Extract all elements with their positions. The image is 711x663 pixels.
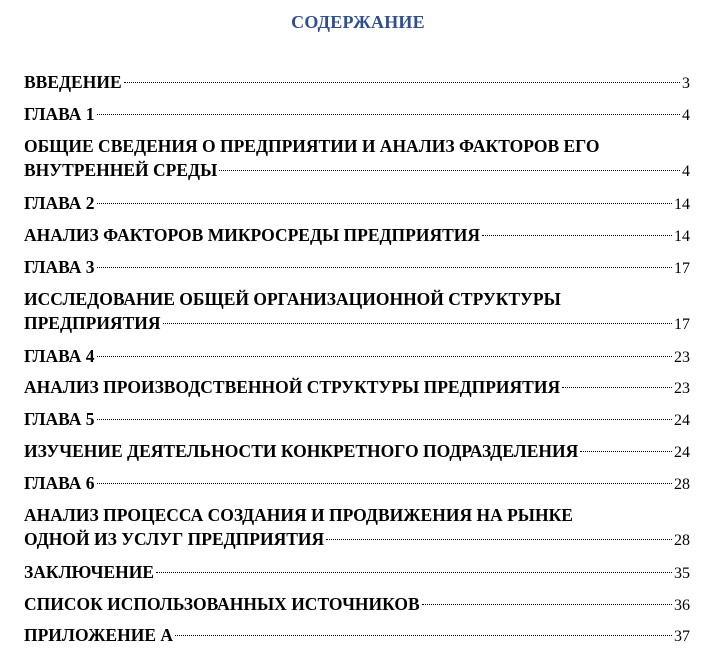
dot-leader (175, 635, 672, 636)
toc-entry-text-line1: ОБЩИЕ СВЕДЕНИЯ О ПРЕДПРИЯТИИ И АНАЛИЗ ФАКТОРОВ ЕГО (24, 136, 600, 156)
dot-leader (97, 267, 672, 268)
toc-entry-page: 4 (682, 163, 690, 180)
toc-entry-text: ЗАКЛЮЧЕНИЕ (24, 562, 155, 582)
toc-entry-production-structure[interactable] (24, 375, 690, 401)
toc-entry-text-line2: ОДНОЙ ИЗ УСЛУГ ПРЕДПРИЯТИЯ (24, 529, 325, 549)
toc-entry-chapter-3[interactable] (24, 255, 690, 281)
dot-leader (163, 323, 673, 324)
toc-entry-page: 24 (674, 444, 690, 461)
dot-leader (124, 82, 680, 83)
toc-entry-page: 37 (674, 628, 690, 645)
toc-entry-text: ГЛАВА 3 (24, 257, 95, 277)
toc-entry-text-line1: ИССЛЕДОВАНИЕ ОБЩЕЙ ОРГАНИЗАЦИОННОЙ СТРУКТУРЫ (24, 289, 561, 309)
toc-entry-text: ИЗУЧЕНИЕ ДЕЯТЕЛЬНОСТИ КОНКРЕТНОГО ПОДРАЗДЕЛЕНИЯ (24, 441, 579, 461)
toc-entry-conclusion[interactable] (24, 560, 690, 586)
toc-entry-text: СПИСОК ИСПОЛЬЗОВАННЫХ ИСТОЧНИКОВ (24, 594, 420, 614)
dot-leader (97, 483, 672, 484)
toc-entry-text: ГЛАВА 6 (24, 473, 95, 493)
toc-entry-page: 23 (674, 349, 690, 366)
toc-entry-text: ГЛАВА 2 (24, 193, 95, 213)
toc-entry-service-promotion[interactable] (24, 503, 690, 553)
toc-entry-microenvironment[interactable] (24, 223, 690, 249)
toc-entry-text: ПРИЛОЖЕНИЕ А (24, 625, 174, 645)
toc-entry-page: 24 (674, 412, 690, 429)
toc-entry-page: 17 (674, 316, 690, 333)
dot-leader (97, 419, 672, 420)
toc-entry-chapter-1[interactable] (24, 102, 690, 128)
toc-entry-page: 28 (674, 476, 690, 493)
dot-leader (219, 170, 680, 171)
toc-entry-text: ВВЕДЕНИЕ (24, 72, 122, 92)
toc-entry-org-structure[interactable] (24, 287, 690, 337)
toc-entry-page: 14 (674, 196, 690, 213)
toc-entry-page: 36 (674, 597, 690, 614)
toc-entry-introduction[interactable] (24, 70, 690, 96)
dot-leader (97, 114, 680, 115)
dot-leader (156, 572, 672, 573)
toc-entry-appendix-a[interactable] (24, 623, 690, 649)
toc-entry-department-study[interactable] (24, 439, 690, 465)
toc-entry-text: ГЛАВА 5 (24, 409, 95, 429)
toc-entry-text-line2: ПРЕДПРИЯТИЯ (24, 313, 161, 333)
toc-entry-page: 35 (674, 565, 690, 582)
toc-title: СОДЕРЖАНИЕ (291, 12, 425, 32)
toc-entry-page: 4 (682, 107, 690, 124)
toc-entry-page: 17 (674, 260, 690, 277)
toc-entry-text-line2: ВНУТРЕННЕЙ СРЕДЫ (24, 160, 218, 180)
dot-leader (97, 356, 672, 357)
toc-entry-text: ГЛАВА 1 (24, 104, 95, 124)
toc-entry-text: АНАЛИЗ ПРОИЗВОДСТВЕННОЙ СТРУКТУРЫ ПРЕДПРИЯТИЯ (24, 377, 561, 397)
toc-entry-chapter-5[interactable] (24, 407, 690, 433)
dot-leader (422, 604, 672, 605)
toc-entry-chapter-6[interactable] (24, 471, 690, 497)
dot-leader (482, 235, 672, 236)
toc-entry-text-line1: АНАЛИЗ ПРОЦЕССА СОЗДАНИЯ И ПРОДВИЖЕНИЯ НА РЫНКЕ (24, 505, 573, 525)
toc-entry-general-info[interactable] (24, 134, 690, 184)
toc-entry-references[interactable] (24, 592, 690, 618)
dot-leader (97, 203, 672, 204)
toc-entry-chapter-2[interactable] (24, 191, 690, 217)
toc-entry-page: 28 (674, 532, 690, 549)
toc-entry-page: 23 (674, 380, 690, 397)
dot-leader (580, 451, 672, 452)
toc-entry-page: 14 (674, 228, 690, 245)
toc-entry-chapter-4[interactable] (24, 344, 690, 370)
toc-entry-page: 3 (682, 75, 690, 92)
toc-entry-text: ГЛАВА 4 (24, 346, 95, 366)
dot-leader (326, 539, 672, 540)
toc-entry-text: АНАЛИЗ ФАКТОРОВ МИКРОСРЕДЫ ПРЕДПРИЯТИЯ (24, 225, 481, 245)
dot-leader (562, 387, 672, 388)
